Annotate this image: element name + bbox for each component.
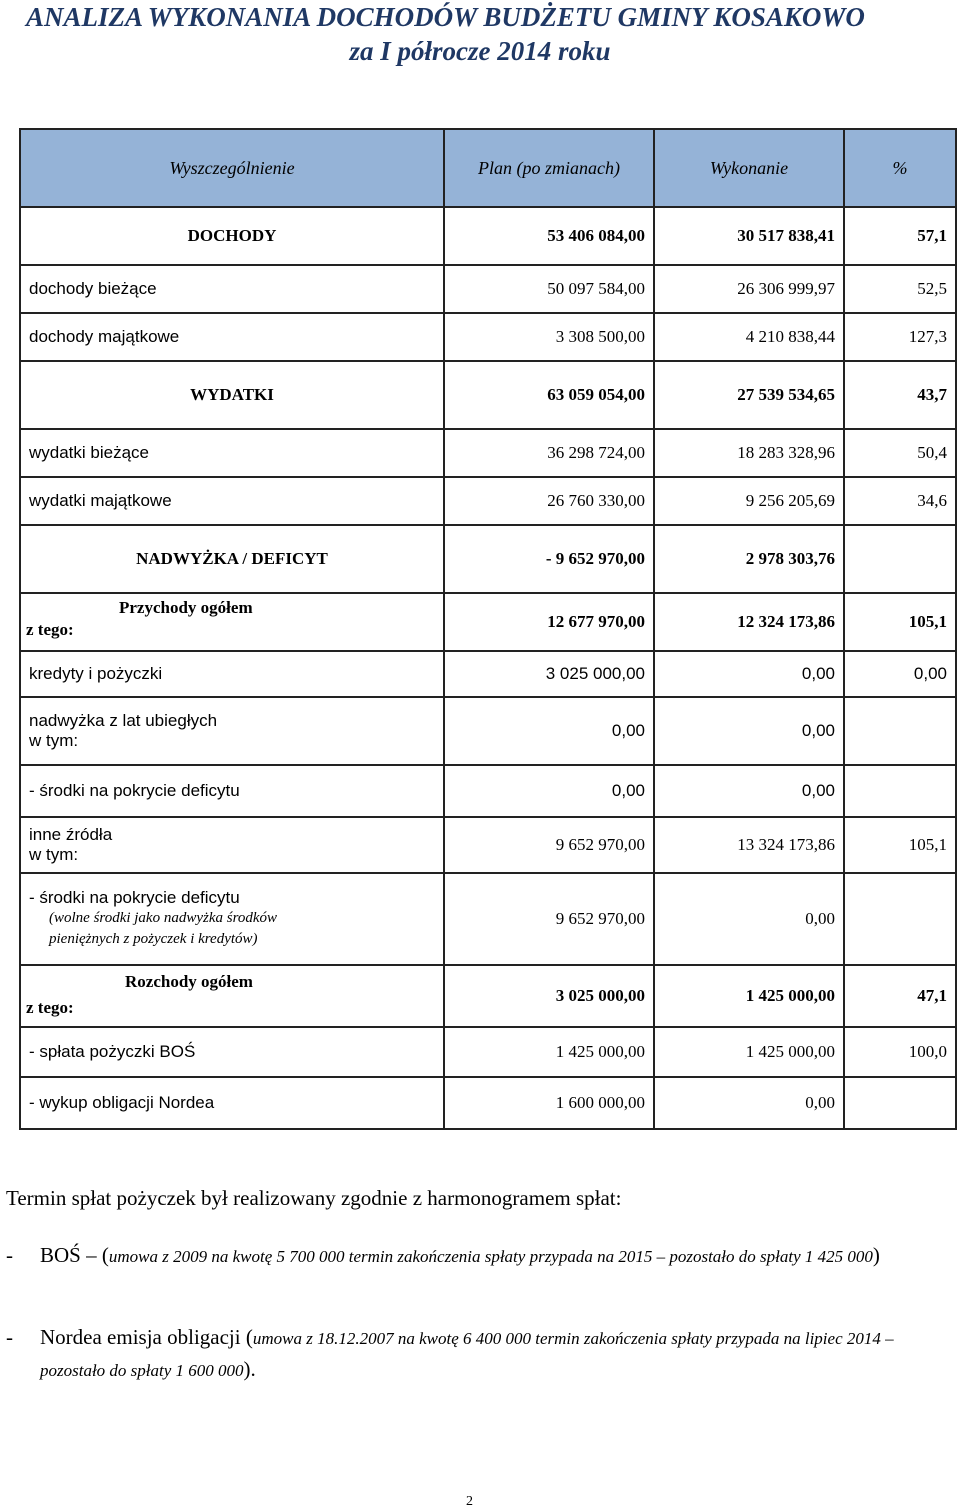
percent-value: 0,00 — [844, 651, 956, 697]
row-label-main: Rozchody ogółem — [125, 972, 253, 991]
table-row — [20, 1027, 956, 1077]
note-detail: umowa z 2009 na kwotę 5 700 000 termin zakończenia spłaty przypada na 2015 – pozostało do spłaty 1 425 000 — [108, 1247, 873, 1266]
row-label: wydatki majątkowe — [20, 477, 444, 525]
table-row — [20, 429, 956, 477]
row-label-line: w tym: — [29, 845, 79, 864]
row-label — [20, 593, 444, 651]
percent-value: 127,3 — [844, 313, 956, 361]
percent-value: 57,1 — [844, 207, 956, 265]
note-dash: - — [6, 1325, 13, 1349]
note-dash: - — [6, 1243, 13, 1267]
plan-value: 3 025 000,00 — [444, 965, 654, 1027]
row-label — [20, 697, 444, 765]
exec-value: 30 517 838,41 — [654, 207, 844, 265]
header-execution: Wykonanie — [654, 129, 844, 207]
note-detail: umowa z 18.12.2007 na kwotę 6 400 000 termin zakończenia spłaty przypada na lipiec 2014 – pozostało do spłaty 1 600 000 — [40, 1329, 894, 1380]
exec-value: 13 324 173,86 — [654, 817, 844, 873]
table-row — [20, 697, 956, 765]
table-row — [20, 525, 956, 593]
percent-value: 105,1 — [844, 593, 956, 651]
note-open: – ( — [80, 1243, 109, 1267]
table-row — [20, 1077, 956, 1129]
plan-value: 9 652 970,00 — [444, 817, 654, 873]
row-label — [20, 873, 444, 965]
plan-value: 1 600 000,00 — [444, 1077, 654, 1129]
plan-value: 36 298 724,00 — [444, 429, 654, 477]
table-row — [20, 265, 956, 313]
plan-value: 0,00 — [444, 765, 654, 817]
notes-lead: Termin spłat pożyczek był realizowany zgodnie z harmonogramem spłat: — [6, 1186, 622, 1210]
exec-value: 1 425 000,00 — [654, 1027, 844, 1077]
table-row — [20, 313, 956, 361]
header-plan: Plan (po zmianach) — [444, 129, 654, 207]
plan-value: 9 652 970,00 — [444, 873, 654, 965]
note-name: BOŚ — [40, 1243, 81, 1267]
exec-value: 2 978 303,76 — [654, 525, 844, 593]
table-row — [20, 965, 956, 1027]
note-close: ) — [872, 1243, 880, 1267]
note-body — [40, 1322, 946, 1386]
exec-value: 26 306 999,97 — [654, 265, 844, 313]
percent-value — [844, 873, 956, 965]
row-label-line: w tym: — [29, 731, 79, 750]
header-percent: % — [844, 129, 956, 207]
plan-value: 1 425 000,00 — [444, 1027, 654, 1077]
row-label: kredyty i pożyczki — [20, 651, 444, 697]
budget-table — [19, 128, 957, 1130]
percent-value: 47,1 — [844, 965, 956, 1027]
note-name: Nordea emisja obligacji — [40, 1325, 241, 1349]
row-label-note: (wolne środki jako nadwyżka środków — [49, 910, 278, 926]
plan-value: - 9 652 970,00 — [444, 525, 654, 593]
percent-value — [844, 765, 956, 817]
table-row — [20, 873, 956, 965]
plan-value: 53 406 084,00 — [444, 207, 654, 265]
note-body — [40, 1240, 946, 1272]
row-label: DOCHODY — [20, 207, 444, 265]
row-label-line: inne źródła — [29, 825, 113, 844]
table-row — [20, 593, 956, 651]
plan-value: 50 097 584,00 — [444, 265, 654, 313]
plan-value: 26 760 330,00 — [444, 477, 654, 525]
table-row — [20, 477, 956, 525]
row-label-main: Przychody ogółem — [119, 598, 253, 617]
percent-value — [844, 697, 956, 765]
note-close: ). — [243, 1357, 256, 1381]
exec-value: 0,00 — [654, 1077, 844, 1129]
percent-value: 52,5 — [844, 265, 956, 313]
exec-value: 1 425 000,00 — [654, 965, 844, 1027]
exec-value: 4 210 838,44 — [654, 313, 844, 361]
table-row — [20, 207, 956, 265]
row-label: - wykup obligacji Nordea — [20, 1077, 444, 1129]
row-label: dochody majątkowe — [20, 313, 444, 361]
percent-value: 105,1 — [844, 817, 956, 873]
plan-value: 63 059 054,00 — [444, 361, 654, 429]
percent-value: 34,6 — [844, 477, 956, 525]
percent-value: 50,4 — [844, 429, 956, 477]
plan-value: 0,00 — [444, 697, 654, 765]
exec-value: 18 283 328,96 — [654, 429, 844, 477]
exec-value: 0,00 — [654, 651, 844, 697]
plan-value: 12 677 970,00 — [444, 593, 654, 651]
row-label: dochody bieżące — [20, 265, 444, 313]
percent-value — [844, 525, 956, 593]
row-label-sub: z tego: — [26, 620, 74, 639]
title-line-2: za I półrocze 2014 roku — [349, 36, 611, 66]
row-label: NADWYŻKA / DEFICYT — [20, 525, 444, 593]
header-item: Wyszczególnienie — [20, 129, 444, 207]
plan-value: 3 025 000,00 — [444, 651, 654, 697]
exec-value: 0,00 — [654, 873, 844, 965]
page-number: 2 — [466, 1494, 473, 1509]
row-label: - spłata pożyczki BOŚ — [20, 1027, 444, 1077]
exec-value: 27 539 534,65 — [654, 361, 844, 429]
plan-value: 3 308 500,00 — [444, 313, 654, 361]
title-line-1: ANALIZA WYKONANIA DOCHODÓW BUDŻETU GMINY KOSAKOWO — [26, 2, 865, 32]
table-row — [20, 651, 956, 697]
row-label-line: nadwyżka z lat ubiegłych — [29, 711, 218, 730]
row-label-line: - środki na pokrycie deficytu — [29, 888, 240, 907]
row-label: - środki na pokrycie deficytu — [20, 765, 444, 817]
row-label-sub: z tego: — [26, 998, 74, 1017]
row-label-note: pieniężnych z pożyczek i kredytów) — [49, 931, 258, 947]
exec-value: 9 256 205,69 — [654, 477, 844, 525]
row-label: wydatki bieżące — [20, 429, 444, 477]
table-header-row — [20, 129, 956, 207]
note-open: ( — [240, 1325, 253, 1349]
note-item — [6, 1240, 946, 1272]
note-item — [6, 1322, 946, 1386]
percent-value: 100,0 — [844, 1027, 956, 1077]
exec-value: 0,00 — [654, 697, 844, 765]
exec-value: 12 324 173,86 — [654, 593, 844, 651]
exec-value: 0,00 — [654, 765, 844, 817]
percent-value: 43,7 — [844, 361, 956, 429]
table-row — [20, 361, 956, 429]
table-row — [20, 817, 956, 873]
table-row — [20, 765, 956, 817]
row-label: WYDATKI — [20, 361, 444, 429]
row-label — [20, 965, 444, 1027]
percent-value — [844, 1077, 956, 1129]
row-label — [20, 817, 444, 873]
